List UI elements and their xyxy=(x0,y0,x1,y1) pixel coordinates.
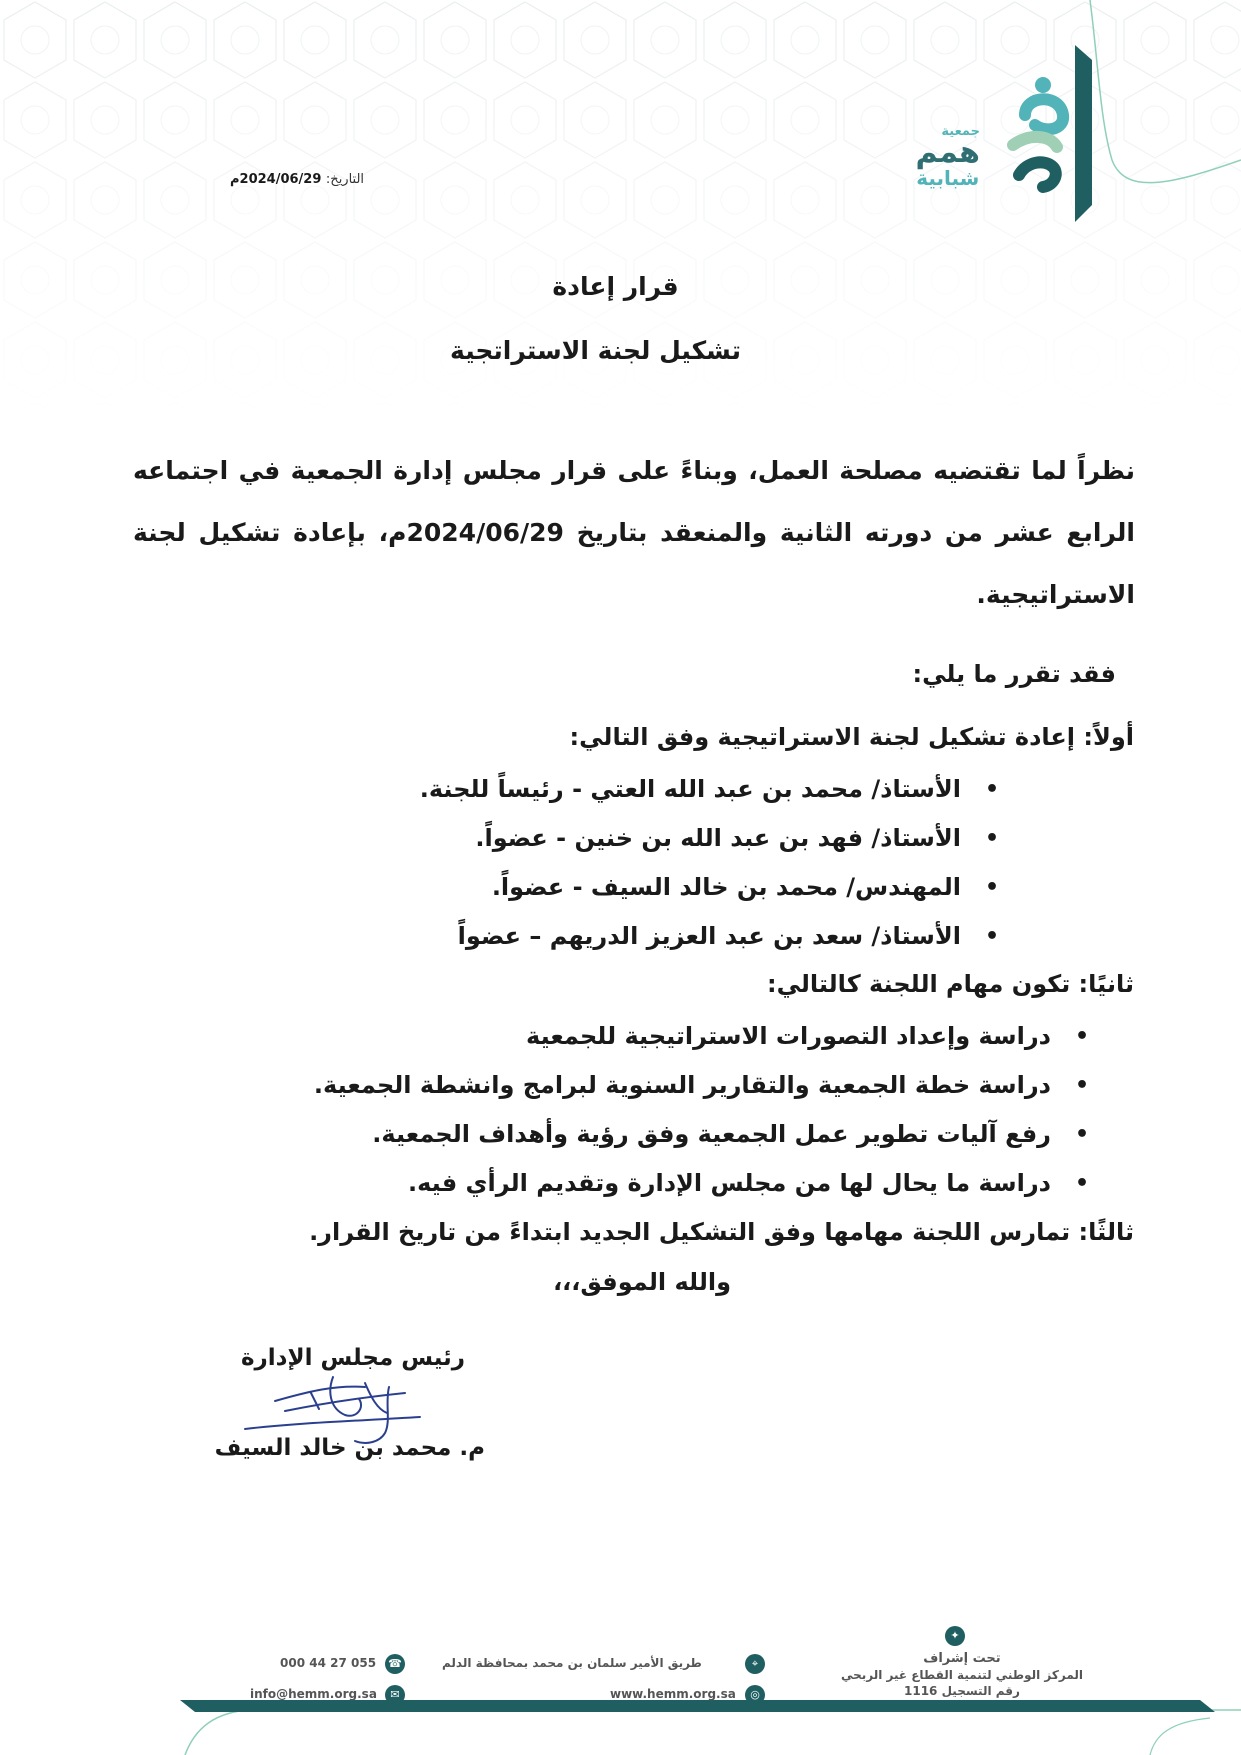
task-item: • رفع آليات تطوير عمل الجمعية وفق رؤية وأهداف الجمعية. xyxy=(314,1110,1051,1159)
decision-subtitle: تشكيل لجنة الاستراتجية xyxy=(450,336,741,365)
page-footer xyxy=(0,1625,1241,1755)
committee-members-list xyxy=(420,765,961,961)
email-icon: ✉ xyxy=(385,1685,405,1705)
date-label: التاريخ: xyxy=(325,172,365,187)
document-date xyxy=(230,172,364,187)
third-clause-heading: ثالثًا: تمارس اللجنة مهامها وفق التشكيل الجديد ابتداءً من تاريخ القرار. xyxy=(309,1218,1134,1246)
member-item: • المهندس/ محمد بن خالد السيف - عضواً. xyxy=(420,863,961,912)
closing-phrase: والله الموفق،،، xyxy=(553,1268,731,1296)
association-logo xyxy=(905,45,1105,225)
supervision-title: تحت إشراف xyxy=(923,1651,1001,1666)
footer-website: www.hemm.org.sa xyxy=(610,1687,736,1701)
committee-tasks-list xyxy=(314,1012,1051,1208)
member-item: • الأستاذ/ محمد بن عبد الله العتي - رئيساً للجنة. xyxy=(420,765,961,814)
logo-small-word: جمعية xyxy=(941,124,980,139)
logo-main-word: همم xyxy=(915,135,980,170)
footer-phone: 055 27 44 000 xyxy=(280,1656,377,1670)
supervision-org: المركز الوطني لتنمية القطاع غير الربحي xyxy=(840,1668,1083,1682)
decided-heading: فقد تقرر ما يلي: xyxy=(912,660,1116,688)
member-item: • الأستاذ/ سعد بن عبد العزيز الدريهم – عضواً xyxy=(420,912,961,961)
logo-mark-icon xyxy=(1005,75,1075,195)
supervision-icon: ✦ xyxy=(945,1626,965,1646)
supervision-registration: رقم التسجيل 1116 xyxy=(904,1684,1020,1698)
signature-block xyxy=(180,1335,500,1470)
website-icon: ◎ xyxy=(745,1685,765,1705)
phone-icon: ☎ xyxy=(385,1654,405,1674)
signatory-title: رئيس مجلس الإدارة xyxy=(240,1345,465,1371)
footer-email: info@hemm.org.sa xyxy=(250,1687,377,1701)
logo-sub-word: شبابية xyxy=(916,166,980,190)
location-icon: ⌖ xyxy=(745,1654,765,1674)
footer-address: طريق الأمير سلمان بن محمد بمحافظة الدلم xyxy=(442,1656,702,1670)
member-item: • الأستاذ/ فهد بن عبد الله بن خنين - عضواً. xyxy=(420,814,961,863)
decision-title: قرار إعادة xyxy=(552,272,679,301)
second-clause-heading: ثانيًا: تكون مهام اللجنة كالتالي: xyxy=(766,970,1134,998)
date-value: 2024/06/29م xyxy=(230,172,322,187)
signatory-name: م. محمد بن خالد السيف xyxy=(214,1435,485,1461)
task-item: • دراسة وإعداد التصورات الاستراتيجية للجمعية xyxy=(314,1012,1051,1061)
first-clause-heading: أولاً: إعادة تشكيل لجنة الاستراتيجية وفق التالي: xyxy=(569,723,1134,751)
task-item: • دراسة خطة الجمعية والتقارير السنوية لبرامج وانشطة الجمعية. xyxy=(314,1061,1051,1110)
task-item: • دراسة ما يحال لها من مجلس الإدارة وتقديم الرأي فيه. xyxy=(314,1159,1051,1208)
supervision-note xyxy=(841,1651,1083,1699)
intro-paragraph: نظراً لما تقتضيه مصلحة العمل، وبناءً على قرار مجلس إدارة الجمعية في اجتماعه الرابع عشر من دورته الثانية والمنعقد بتاريخ 2024/06/29م، بإعادة تشكيل لجنة الاستراتيجية. xyxy=(133,456,1135,609)
